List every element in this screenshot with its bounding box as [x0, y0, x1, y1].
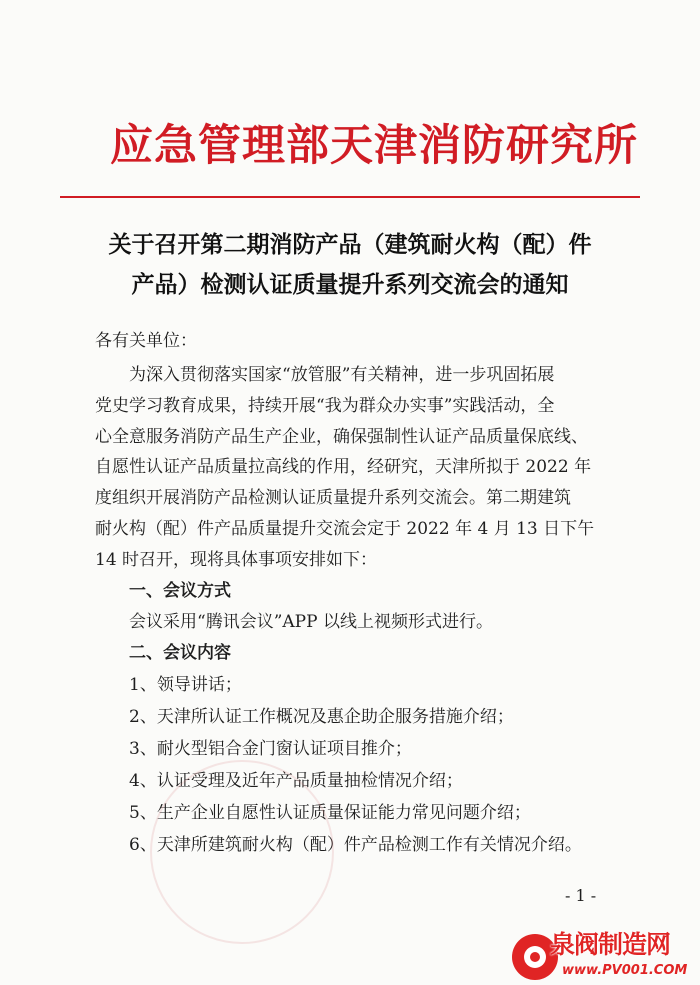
section-heading-meeting-format: 一、会议方式 [129, 581, 231, 601]
notice-title-line-1: 关于召开第二期消防产品（建筑耐火构（配）件 [108, 231, 592, 258]
notice-title-line-2: 产品）检测认证质量提升系列交流会的通知 [131, 271, 569, 298]
intro-line: 14 时召开，现将具体事项安排如下： [95, 549, 378, 570]
watermark-site-name: 泉阀制造网 [550, 930, 671, 959]
notice-title [60, 225, 640, 305]
intro-line: 为深入贯彻落实国家“放管服”有关精神，进一步巩固拓展 [129, 365, 555, 385]
agenda-item: 1、领导讲话； [129, 675, 242, 695]
agenda-item: 3、耐火型铝合金门窗认证项目推介； [129, 739, 412, 759]
agenda-item: 2、天津所认证工作概况及惠企助企服务措施介绍； [129, 707, 514, 727]
section-heading-meeting-content: 二、会议内容 [129, 643, 231, 663]
letterhead-divider [60, 196, 640, 198]
agenda-item: 5、生产企业自愿性认证质量保证能力常见问题介绍； [129, 803, 531, 823]
intro-line: 度组织开展消防产品检测认证质量提升系列交流会。第二期建筑 [95, 488, 571, 509]
agenda-item: 4、认证受理及近年产品质量抽检情况介绍； [129, 771, 463, 791]
intro-line: 党史学习教育成果，持续开展“我为群众办实事”实践活动，全 [95, 395, 555, 416]
intro-line: 自愿性认证产品质量拉高线的作用，经研究，天津所拟于 2022 年 [95, 457, 592, 478]
intro-paragraph [95, 360, 625, 576]
intro-line: 心全意服务消防产品生产企业，确保强制性认证产品质量保底线、 [95, 426, 588, 447]
watermark-url: www.PV001.COM [562, 963, 688, 978]
letterhead-org-name: 应急管理部天津消防研究所 [110, 121, 638, 171]
page-number: - 1 - [565, 886, 597, 905]
site-watermark [512, 928, 698, 984]
faint-seal-impression [150, 760, 334, 944]
salutation: 各有关单位： [95, 331, 197, 351]
section-text-meeting-format: 会议采用“腾讯会议”APP 以线上视频形式进行。 [129, 612, 493, 632]
agenda-item: 6、天津所建筑耐火构（配）件产品检测工作有关情况介绍。 [129, 835, 582, 855]
intro-line: 耐火构（配）件产品质量提升交流会定于 2022 年 4 月 13 日下午 [95, 518, 595, 539]
